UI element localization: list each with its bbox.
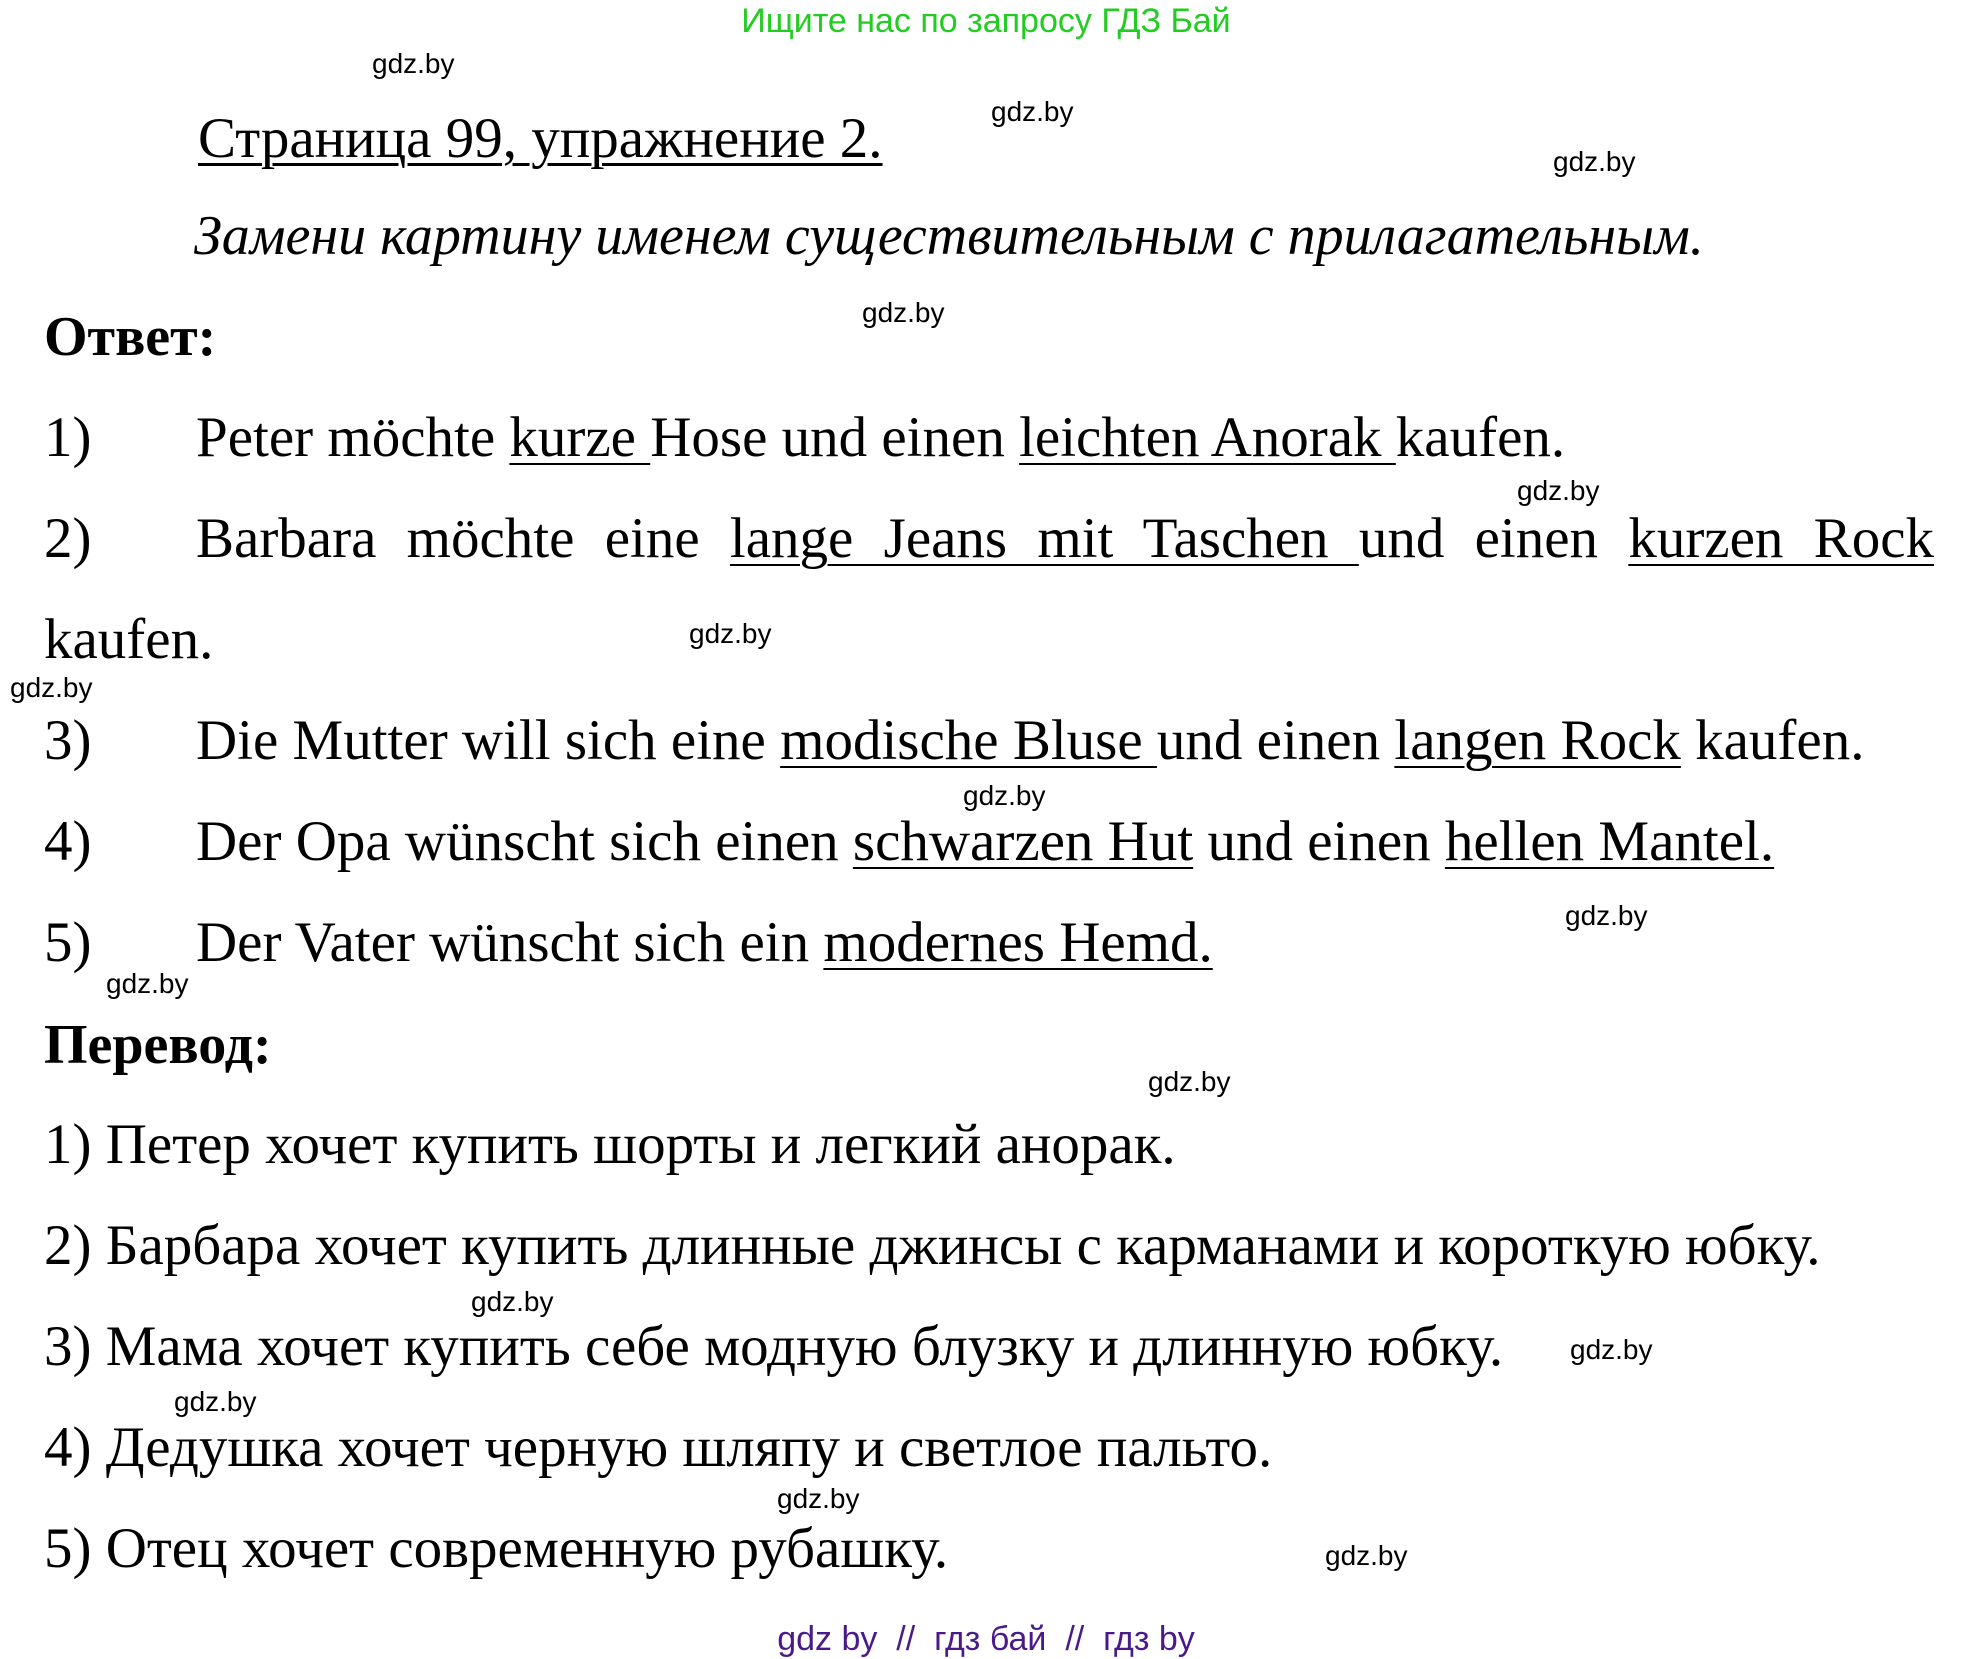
sentence-fragment: Die Mutter will sich eine <box>196 709 781 772</box>
answer-number: 1) <box>44 406 92 469</box>
watermark: gdz.by <box>689 618 772 649</box>
watermark: gdz.by <box>174 1386 257 1417</box>
sentence-fragment: Der Opa wünscht sich einen <box>196 810 853 873</box>
answer-number: 2) <box>44 507 92 570</box>
sentence-fragment: und einen <box>1358 507 1629 570</box>
answer-number: 5) <box>44 911 92 974</box>
underlined-phrase: lange Jeans mit Taschen <box>729 507 1359 570</box>
sentence-fragment: und einen <box>1193 810 1445 873</box>
sentence-fragment: Peter möchte <box>196 406 510 469</box>
underlined-phrase: hellen Mantel. <box>1444 810 1775 873</box>
sentence-fragment: kaufen. <box>1395 406 1566 469</box>
watermark: gdz.by <box>1325 1540 1408 1571</box>
sentence-fragment: und einen <box>1156 709 1395 772</box>
watermark: gdz.by <box>1553 146 1636 177</box>
watermark: gdz.by <box>991 96 1074 127</box>
sentence-fragment: kaufen. <box>1680 709 1865 772</box>
answer-number: 4) <box>44 810 92 873</box>
answer-sentence <box>196 910 1213 975</box>
watermark: gdz.by <box>1570 1334 1653 1365</box>
answer-sentence <box>196 809 1774 874</box>
watermark: gdz.by <box>963 780 1046 811</box>
answer-number: 3) <box>44 709 92 772</box>
watermark: gdz.by <box>1148 1066 1231 1097</box>
watermark: gdz.by <box>372 48 455 79</box>
translation-line: 2) Барбара хочет купить длинные джинсы с карманами и короткую юбку. <box>44 1214 1821 1277</box>
watermark: gdz.by <box>777 1483 860 1514</box>
underlined-phrase: langen Rock <box>1394 709 1681 772</box>
watermark: gdz.by <box>106 968 189 999</box>
watermark: gdz.by <box>862 297 945 328</box>
translation-line: 1) Петер хочет купить шорты и легкий анорак. <box>44 1113 1176 1176</box>
answer-sentence <box>196 405 1565 470</box>
underlined-phrase: kurzen Rock <box>1628 507 1935 570</box>
underlined-phrase: schwarzen Hut <box>852 810 1194 873</box>
underlined-phrase: modische Bluse <box>780 709 1157 772</box>
sentence-fragment: Barbara möchte eine <box>196 507 730 570</box>
sentence-fragment: Hose und einen <box>650 406 1020 469</box>
translation-heading: Перевод: <box>44 1014 272 1076</box>
footer-links: gdz by // гдз бай // гдз by <box>777 1620 1195 1658</box>
sentence-fragment: Der Vater wünscht sich ein <box>196 911 824 974</box>
underlined-phrase: leichten Anorak <box>1019 406 1396 469</box>
underlined-phrase: kurze <box>509 406 651 469</box>
translation-line: 3) Мама хочет купить себе модную блузку и длинную юбку. <box>44 1315 1504 1378</box>
search-hint-banner: Ищите нас по запросу ГДЗ Бай <box>741 2 1231 40</box>
translation-line: 5) Отец хочет современную рубашку. <box>44 1517 949 1580</box>
watermark: gdz.by <box>471 1286 554 1317</box>
underlined-phrase: modernes Hemd. <box>823 911 1213 974</box>
translation-line: 4) Дедушка хочет черную шляпу и светлое пальто. <box>44 1416 1273 1479</box>
answer-sentence <box>196 506 1934 571</box>
answer-heading: Ответ: <box>44 306 217 368</box>
watermark: gdz.by <box>10 672 93 703</box>
watermark: gdz.by <box>1517 475 1600 506</box>
task-text: Замени картину именем существительным с прилагательным. <box>194 205 1704 267</box>
watermark: gdz.by <box>1565 900 1648 931</box>
answer-continuation: kaufen. <box>44 608 214 671</box>
answer-sentence <box>196 708 1864 773</box>
page-title: Страница 99, упражнение 2. <box>198 107 883 170</box>
